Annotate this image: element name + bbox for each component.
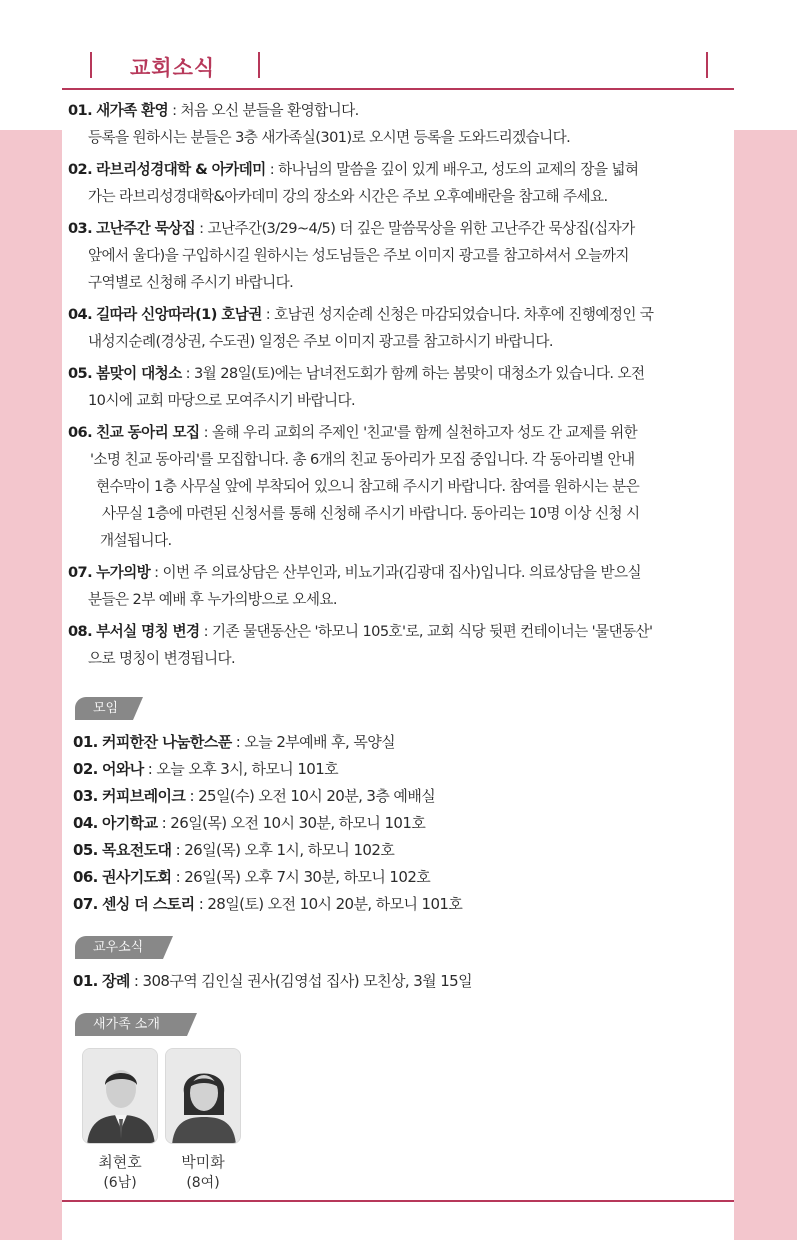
page-title: 교회소식 bbox=[130, 55, 216, 80]
item-title: 봄맞이 대청소 bbox=[96, 365, 182, 382]
news-item bbox=[68, 301, 733, 355]
person-silhouette-icon bbox=[166, 1049, 241, 1144]
header-bar-left bbox=[90, 52, 92, 78]
item-number: 06. bbox=[68, 424, 93, 441]
item-text: : 25일(수) 오전 10시 20분, 3층 예배실 bbox=[185, 787, 436, 805]
header-bar-right bbox=[706, 52, 708, 78]
item-title: 어와나 bbox=[101, 760, 144, 778]
new-family-tag: 새가족 소개 bbox=[75, 1013, 187, 1036]
item-number: 05. bbox=[68, 365, 93, 382]
item-text: : 이번 주 의료상담은 산부인과, 비뇨기과(김광대 집사)입니다. 의료상담을 받으실 bbox=[150, 564, 641, 581]
news-item bbox=[68, 156, 733, 210]
member-photo bbox=[165, 1048, 241, 1144]
item-continuation: 분들은 2부 예배 후 누가의방으로 오세요. bbox=[88, 591, 337, 608]
item-number: 04. bbox=[73, 814, 98, 832]
item-text: : 26일(목) 오후 1시, 하모니 102호 bbox=[171, 841, 395, 859]
item-title: 친교 동아리 모집 bbox=[96, 424, 200, 441]
item-continuation: 가는 라브리성경대학&아카데미 강의 장소와 시간은 주보 오후예배란을 참고해 주세요. bbox=[88, 188, 608, 205]
item-number: 02. bbox=[68, 161, 93, 178]
item-text: : 3월 28일(토)에는 남녀전도회가 함께 하는 봄맞이 대청소가 있습니다. 오전 bbox=[181, 365, 645, 382]
item-title: 목요전도대 bbox=[101, 841, 172, 859]
item-title: 센싱 더 스토리 bbox=[101, 895, 195, 913]
item-number: 05. bbox=[73, 841, 98, 859]
item-title: 부서실 명칭 변경 bbox=[96, 623, 200, 640]
item-continuation: 앞에서 울다)을 구입하시길 원하시는 성도님들은 주보 이미지 광고를 참고하셔서 오늘까지 bbox=[88, 247, 629, 264]
item-title: 커피한잔 나눔한스푼 bbox=[101, 733, 232, 751]
list-item bbox=[73, 810, 723, 837]
item-continuation: 등록을 원하시는 분들은 3층 새가족실(301)로 오시면 등록을 도와드리겠습니다. bbox=[88, 129, 571, 146]
list-item bbox=[73, 837, 723, 864]
item-number: 01. bbox=[73, 972, 98, 990]
item-number: 08. bbox=[68, 623, 93, 640]
item-continuation: 현수막이 1층 사무실 앞에 부착되어 있으니 참고해 주시기 바랍니다. 참여를 원하시는 분은 bbox=[96, 478, 640, 495]
item-number: 07. bbox=[68, 564, 93, 581]
news-item bbox=[68, 559, 733, 613]
item-number: 04. bbox=[68, 306, 93, 323]
item-title: 장례 bbox=[101, 972, 130, 990]
news-item bbox=[68, 360, 733, 414]
item-continuation: '소명 친교 동아리'를 모집합니다. 총 6개의 친교 동아리가 모집 중입니다. 각 동아리별 안내 bbox=[90, 451, 635, 468]
members-news-list bbox=[73, 968, 723, 995]
item-text: : 하나님의 말씀을 깊이 있게 배우고, 성도의 교제의 장을 넓혀 bbox=[265, 161, 639, 178]
meetings-tag: 모임 bbox=[75, 697, 133, 720]
item-continuation: 사무실 1층에 마련된 신청서를 통해 신청해 주시기 바랍니다. 동아리는 10명 이상 신청 시 bbox=[102, 505, 640, 522]
item-number: 06. bbox=[73, 868, 98, 886]
member-name: 박미화 bbox=[181, 1153, 225, 1171]
section-header bbox=[62, 38, 734, 90]
news-item bbox=[68, 97, 733, 151]
header-bar-middle bbox=[258, 52, 260, 78]
item-title: 아기학교 bbox=[101, 814, 158, 832]
item-title: 길따라 신앙따라(1) 호남권 bbox=[96, 306, 262, 323]
item-title: 새가족 환영 bbox=[96, 102, 169, 119]
item-number: 01. bbox=[68, 102, 93, 119]
bulletin-page bbox=[62, 0, 734, 1203]
item-text: : 처음 오신 분들을 환영합니다. bbox=[168, 102, 359, 119]
item-number: 07. bbox=[73, 895, 98, 913]
item-continuation: 으로 명칭이 변경됩니다. bbox=[88, 650, 236, 667]
item-text: : 26일(목) 오후 7시 30분, 하모니 102호 bbox=[171, 868, 431, 886]
pink-background-left bbox=[0, 130, 62, 1240]
list-item bbox=[73, 891, 723, 918]
item-text: : 28일(토) 오전 10시 20분, 하모니 101호 bbox=[194, 895, 463, 913]
list-item bbox=[73, 756, 723, 783]
item-title: 권사기도회 bbox=[101, 868, 172, 886]
item-title: 고난주간 묵상집 bbox=[96, 220, 196, 237]
news-item bbox=[68, 215, 733, 296]
item-text: : 올해 우리 교회의 주제인 '친교'를 함께 실천하고자 성도 간 교제를 위한 bbox=[199, 424, 638, 441]
news-item bbox=[68, 419, 733, 554]
item-continuation: 내성지순례(경상권, 수도권) 일정은 주보 이미지 광고를 참고하시기 바랍니다. bbox=[88, 333, 553, 350]
item-title: 커피브레이크 bbox=[101, 787, 186, 805]
item-number: 03. bbox=[68, 220, 93, 237]
item-continuation: 개설됩니다. bbox=[100, 532, 172, 549]
item-text: : 오늘 오후 3시, 하모니 101호 bbox=[143, 760, 339, 778]
item-text: : 오늘 2부예배 후, 목양실 bbox=[231, 733, 396, 751]
item-continuation: 구역별로 신청해 주시기 바랍니다. bbox=[88, 274, 294, 291]
person-silhouette-icon bbox=[83, 1049, 158, 1144]
member-note: (8여) bbox=[186, 1175, 220, 1191]
news-list bbox=[68, 97, 733, 677]
item-text: : 고난주간(3/29~4/5) 더 깊은 말씀묵상을 위한 고난주간 묵상집(십자가 bbox=[195, 220, 635, 237]
member-note: (6남) bbox=[103, 1175, 137, 1191]
members-news-tag: 교우소식 bbox=[75, 936, 163, 959]
list-item bbox=[73, 864, 723, 891]
item-number: 01. bbox=[73, 733, 98, 751]
item-text: : 호남권 성지순례 신청은 마감되었습니다. 차후에 진행예정인 국 bbox=[261, 306, 654, 323]
meetings-list bbox=[73, 729, 723, 918]
item-text: : 기존 물댄동산은 '하모니 105호'로, 교회 식당 뒷편 컨테이너는 '물댄동산' bbox=[199, 623, 653, 640]
member-name: 최현호 bbox=[98, 1153, 142, 1171]
item-text: : 308구역 김인실 권사(김영섭 집사) 모친상, 3월 15일 bbox=[129, 972, 472, 990]
item-title: 라브리성경대학 & 아카데미 bbox=[96, 161, 266, 178]
pink-background-right bbox=[734, 130, 797, 1240]
bottom-divider bbox=[62, 1200, 734, 1202]
item-text: : 26일(목) 오전 10시 30분, 하모니 101호 bbox=[157, 814, 426, 832]
list-item bbox=[73, 968, 723, 995]
item-title: 누가의방 bbox=[96, 564, 151, 581]
item-number: 03. bbox=[73, 787, 98, 805]
list-item bbox=[73, 783, 723, 810]
member-photo bbox=[82, 1048, 158, 1144]
item-number: 02. bbox=[73, 760, 98, 778]
news-item bbox=[68, 618, 733, 672]
item-continuation: 10시에 교회 마당으로 모여주시기 바랍니다. bbox=[88, 392, 356, 409]
list-item bbox=[73, 729, 723, 756]
